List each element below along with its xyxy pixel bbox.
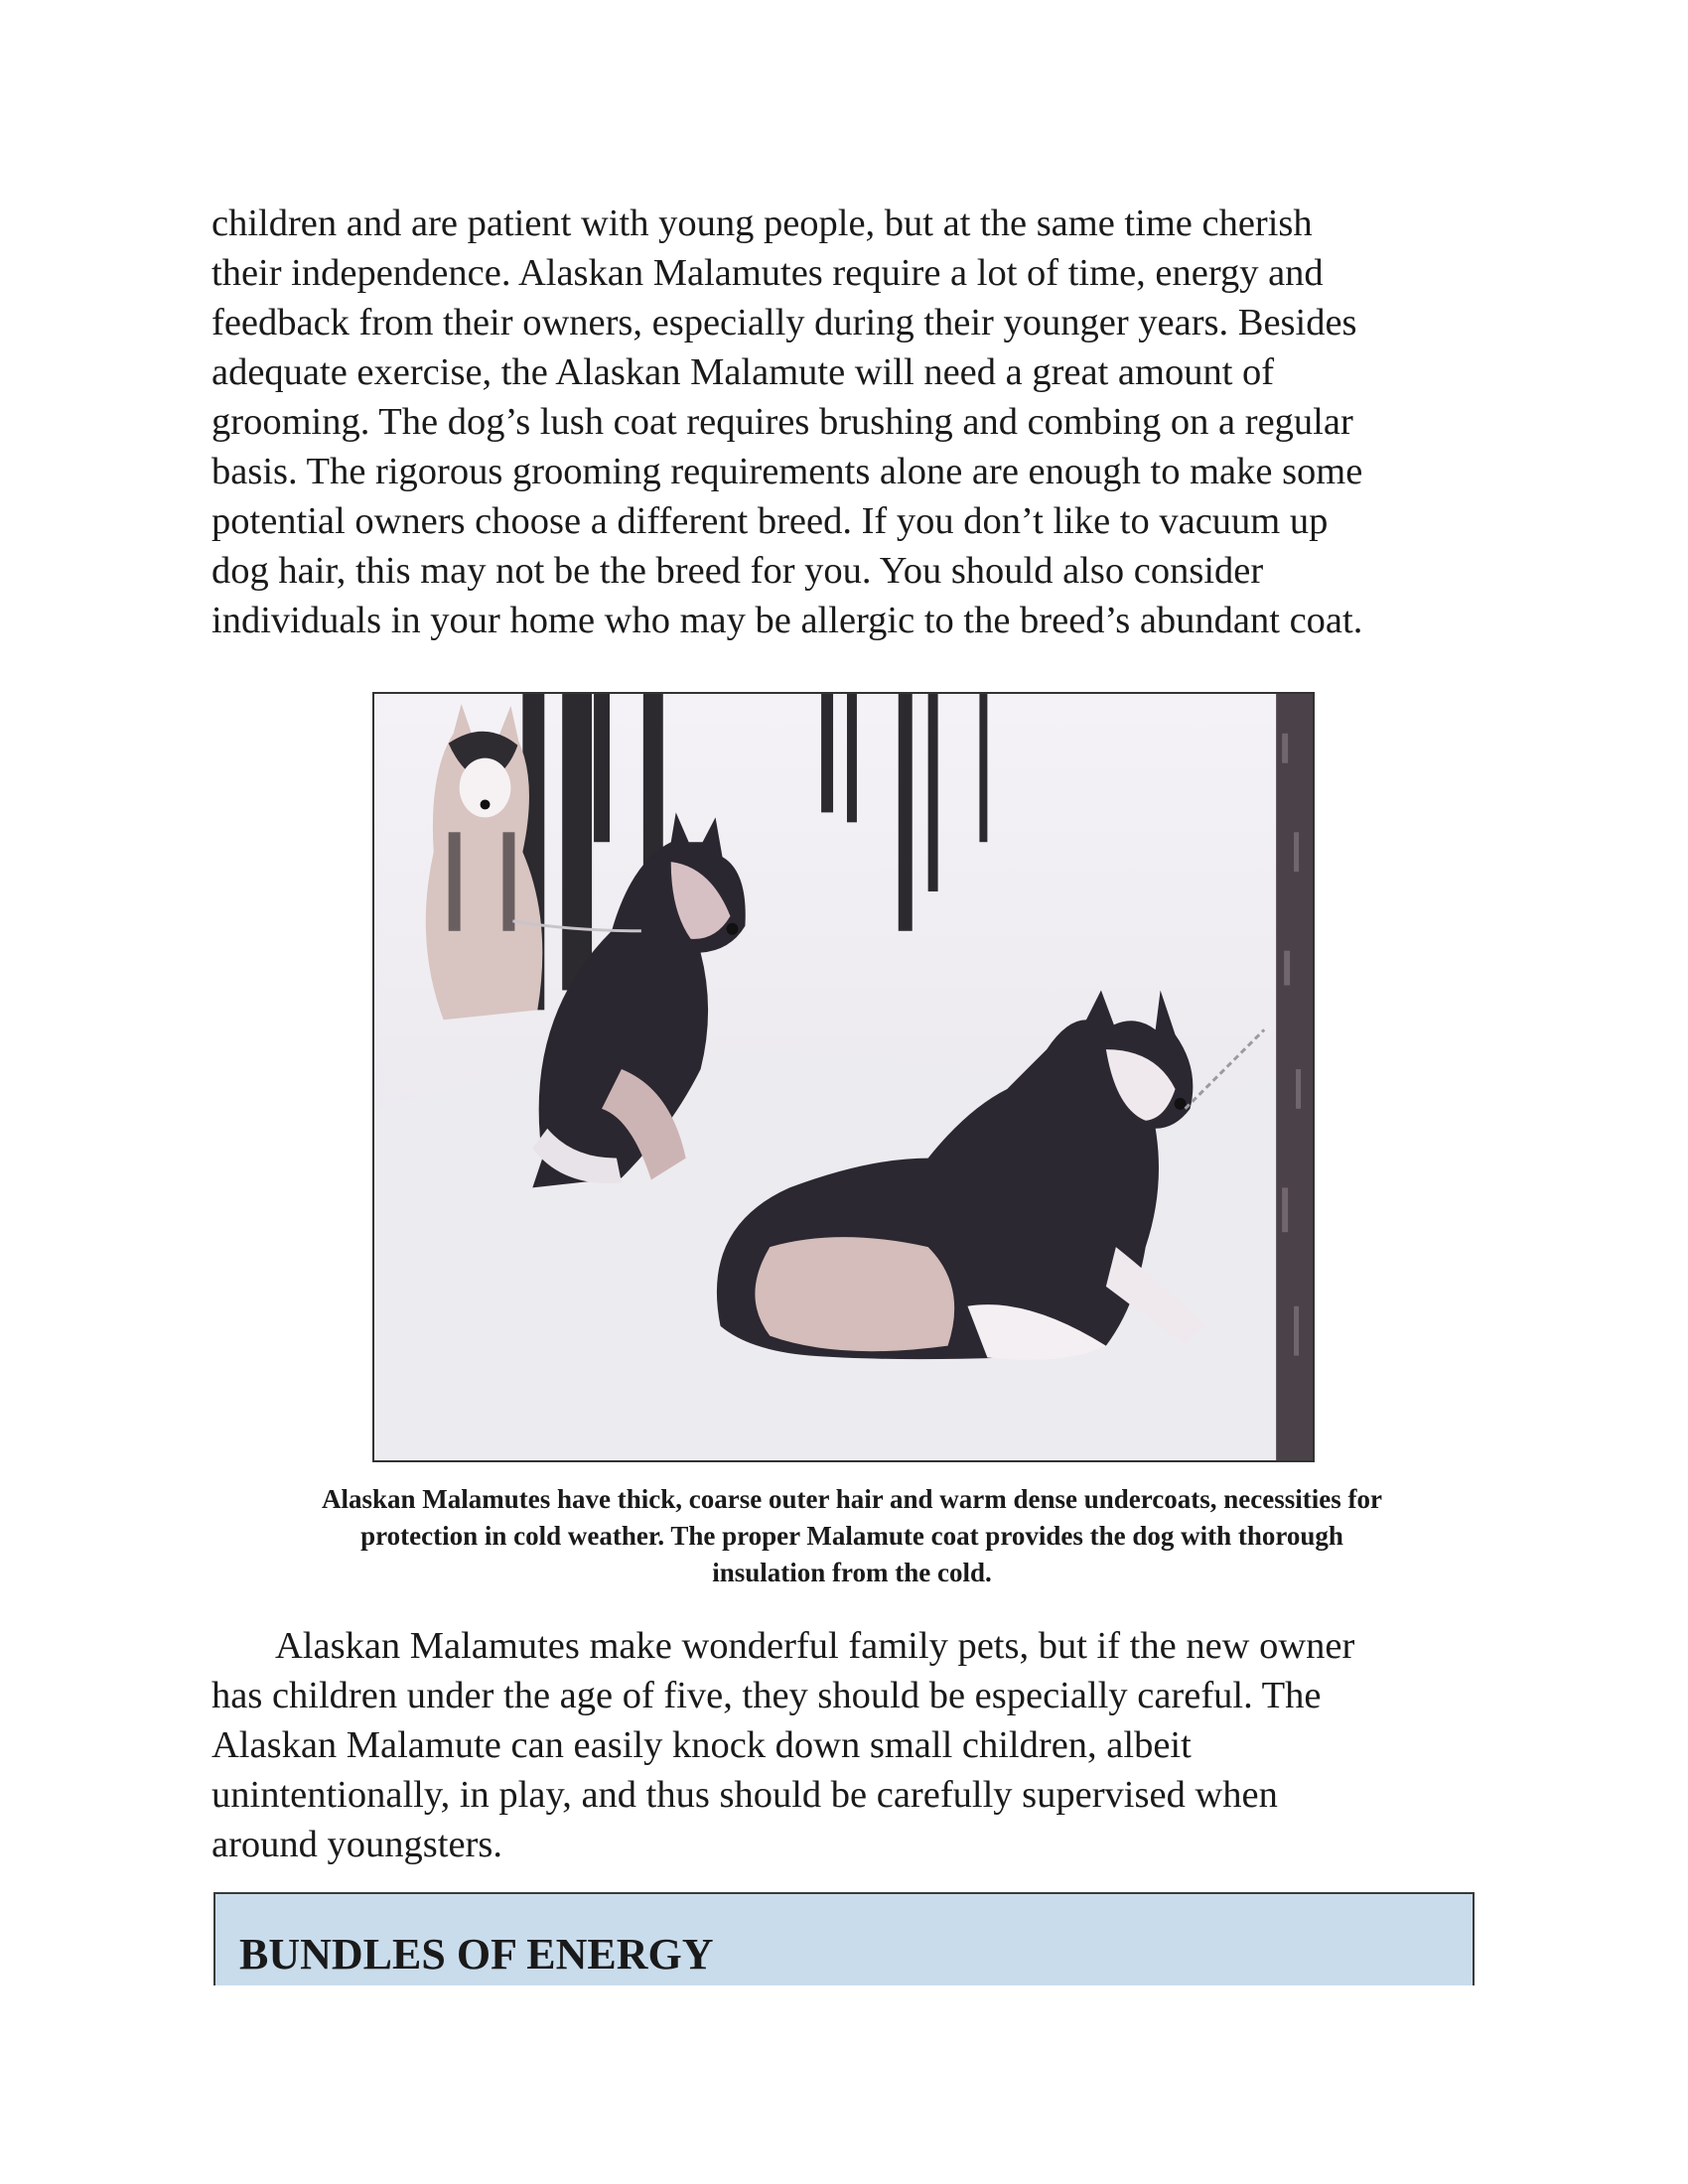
paragraph-line: adequate exercise, the Alaskan Malamute will need a great amount of (211, 351, 1275, 393)
malamutes-photo (372, 692, 1315, 1462)
paragraph-line: potential owners choose a different breed. If you don’t like to vacuum up (211, 500, 1329, 542)
sidebar-title: BUNDLES OF ENERGY (239, 1930, 714, 1979)
malamutes-in-snow-photo (374, 694, 1313, 1460)
paragraph-line: dog hair, this may not be the breed for you. You should also consider (211, 550, 1264, 592)
caption-line: protection in cold weather. The proper Malamute coat provides the dog with thorough (360, 1521, 1343, 1551)
paragraph-line: individuals in your home who may be allergic to the breed’s abundant coat. (211, 600, 1363, 641)
caption-line: insulation from the cold. (712, 1558, 992, 1587)
paragraph-line: has children under the age of five, they should be especially careful. The (211, 1675, 1322, 1716)
photo-caption (211, 1481, 1492, 1591)
paragraph-line: Alaskan Malamutes make wonderful family pets, but if the new owner (275, 1625, 1355, 1667)
body-paragraph-2 (211, 1621, 1492, 1869)
paragraph-line: around youngsters. (211, 1824, 502, 1865)
paragraph-line: basis. The rigorous grooming requirements alone are enough to make some (211, 451, 1363, 492)
paragraph-line: grooming. The dog’s lush coat requires brushing and combing on a regular (211, 401, 1353, 443)
paragraph-line: Alaskan Malamute can easily knock down small children, albeit (211, 1724, 1192, 1766)
paragraph-line: their independence. Alaskan Malamutes require a lot of time, energy and (211, 252, 1324, 294)
body-paragraph-1 (211, 199, 1492, 645)
sidebar-box (213, 1892, 1475, 1985)
paragraph-line: feedback from their owners, especially during their younger years. Besides (211, 302, 1357, 343)
paragraph-line: unintentionally, in play, and thus should be carefully supervised when (211, 1774, 1278, 1816)
paragraph-line: children and are patient with young people, but at the same time cherish (211, 203, 1313, 244)
caption-line: Alaskan Malamutes have thick, coarse outer hair and warm dense undercoats, necessities for (322, 1484, 1382, 1514)
